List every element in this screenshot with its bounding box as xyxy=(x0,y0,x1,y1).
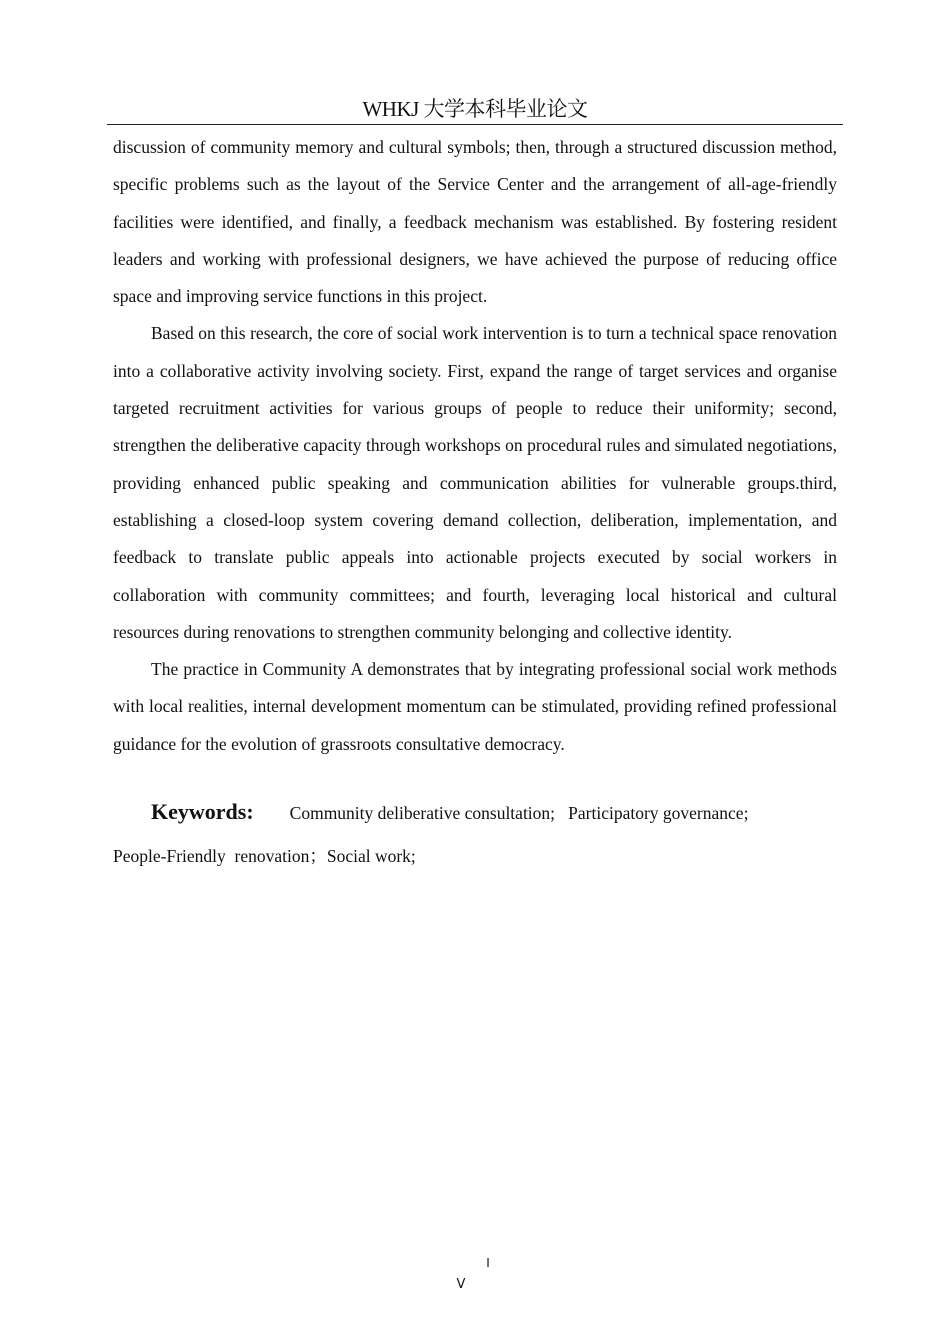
abstract-paragraph-2: Based on this research, the core of social work intervention is to turn a technical space renovation into a collaborative activity involving society. First, expand the range of target services and organise targeted recruitment activities for various groups of people to reduce their uniformity; second, strengthen the deliberative capacity through workshops on procedural rules and simulated negotiations, providing enhanced public speaking and communication abilities for vulnerable groups.third, establishing a closed-loop system covering demand collection, deliberation, implementation, and feedback to translate public appeals into actionable projects executed by social workers in collaboration with community committees; and fourth, leveraging local historical and cultural resources during renovations to strengthen community belonging and collective identity. xyxy=(113,323,837,642)
page-header-title: WHKJ 大学本科毕业论文 xyxy=(362,97,588,121)
abstract-paragraph-1: discussion of community memory and cultural symbols; then, through a structured discussion method, specific problems such as the layout of the Service Center and the arrangement of all-age-friendly facilities were identified, and finally, a feedback mechanism was established. By fostering resident leaders and working with professional designers, we have achieved the purpose of reducing office space and improving service functions in this project. xyxy=(113,137,837,307)
footer-mark: I xyxy=(486,1256,490,1270)
abstract-body xyxy=(113,129,837,871)
abstract-paragraph-3: The practice in Community A demonstrates that by integrating professional social work methods with local realities, internal development momentum can be stimulated, providing refined professional guidance for the evolution of grassroots consultative democracy. xyxy=(113,659,837,754)
header-divider xyxy=(107,124,843,125)
keywords-text-line1: Community deliberative consultation; Participatory governance; xyxy=(289,803,749,824)
keywords-line xyxy=(113,790,837,835)
keywords-text-line2: People-Friendly renovation；Social work; xyxy=(113,846,416,867)
keywords-label: Keywords: xyxy=(151,799,254,825)
page-number: V xyxy=(456,1277,466,1292)
